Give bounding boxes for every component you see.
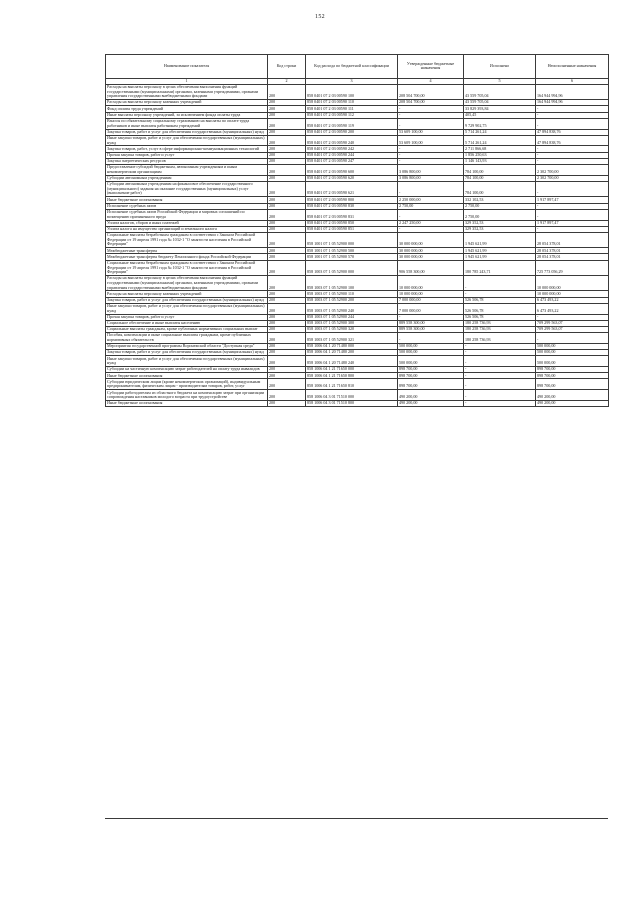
cell-row-code: 200 xyxy=(268,390,306,401)
cell-remaining: - xyxy=(536,209,609,220)
cell-row-code: 200 xyxy=(268,343,306,349)
cell-row-code: 200 xyxy=(268,135,306,146)
cell-approved: 898 700,00 xyxy=(398,367,464,373)
cell-indicator-name: Предоставление субсидий бюджетным, автономным учреждениям и иным некоммерческим организациям xyxy=(106,165,268,176)
cell-approved: 3 086 800,00 xyxy=(398,165,464,176)
cell-row-code: 200 xyxy=(268,303,306,314)
cell-approved: - xyxy=(398,106,464,112)
cell-budget-code: 858 1003 07 1 05 52900 244 xyxy=(306,314,398,320)
cell-remaining: 2 302 700,00 xyxy=(536,175,609,181)
header-row xyxy=(106,55,609,79)
cell-executed: 784 100,00 xyxy=(464,175,536,181)
table-row xyxy=(106,333,609,344)
cell-executed: 33 829 393,84 xyxy=(464,106,536,112)
cell-approved: 30 000 000,00 xyxy=(398,248,464,254)
cell-indicator-name: Закупка товаров, работ, услуг в сфере информационно-коммуникационных технологий xyxy=(106,146,268,152)
cell-budget-code: 858 0401 07 2 03 00590 800 xyxy=(306,197,398,203)
cell-approved: - xyxy=(398,314,464,320)
cell-approved: - xyxy=(398,333,464,344)
cell-approved: 53 609 100,00 xyxy=(398,129,464,135)
cell-approved: 3 086 800,00 xyxy=(398,175,464,181)
cell-budget-code: 858 0401 07 2 03 00590 600 xyxy=(306,165,398,176)
cell-approved: - xyxy=(398,182,464,197)
cell-approved: 208 504 700,00 xyxy=(398,100,464,106)
cell-approved: - xyxy=(398,152,464,158)
cell-indicator-name: Субсидии юридическим лицам (кроме некоммерческих организаций), индивидуальным предпринимателям, физическим лицам - производителям товаров, работ, услуг xyxy=(106,379,268,390)
cell-row-code: 200 xyxy=(268,291,306,297)
cell-row-code: 200 xyxy=(268,333,306,344)
cell-remaining: 500 000,00 xyxy=(536,356,609,367)
cell-remaining: 2 302 700,00 xyxy=(536,165,609,176)
cell-budget-code: 858 0401 07 2 03 00590 100 xyxy=(306,84,398,99)
cell-remaining: - xyxy=(536,203,609,209)
cell-indicator-name: Субсидии работодателям из областного бюджета на компенсацию затрат при организации сопровождения наставников молодого возраста при трудоустройстве xyxy=(106,390,268,401)
header-indicator-name: Наименование показателя xyxy=(106,55,268,79)
cell-budget-code: 858 0401 07 2 03 00590 621 xyxy=(306,182,398,197)
cell-remaining: - xyxy=(536,158,609,164)
cell-budget-code: 858 0401 07 2 03 00590 244 xyxy=(306,152,398,158)
cell-budget-code: 858 1006 04 1 21 71650 800 xyxy=(306,373,398,379)
cell-budget-code: 858 0401 07 2 03 00590 620 xyxy=(306,175,398,181)
table-row xyxy=(106,165,609,176)
budget-execution-table xyxy=(105,54,609,407)
cell-budget-code: 858 1006 04 1 20 71480 000 xyxy=(306,343,398,349)
cell-approved: 2 750,00 xyxy=(398,203,464,209)
cell-remaining: 500 000,00 xyxy=(536,350,609,356)
header-approved: Утвержденные бюджетные назначения xyxy=(398,55,464,79)
cell-approved: 2 247 250,00 xyxy=(398,220,464,226)
cell-indicator-name: Расходы на выплаты персоналу в целях обеспечения выполнения функций государственными (муниципальными) органами, казенными учреждениями, органами управления государственными внебюджетными фондами xyxy=(106,84,268,99)
cell-row-code: 200 xyxy=(268,220,306,226)
cell-remaining: 47 894 838,76 xyxy=(536,129,609,135)
cell-remaining: 28 054 378,01 xyxy=(536,248,609,254)
cell-budget-code: 858 0401 07 2 03 00590 111 xyxy=(306,106,398,112)
cell-row-code: 200 xyxy=(268,165,306,176)
cell-indicator-name: Пособия, компенсации и иные социальные выплаты гражданам, кроме публичных нормативных обязательств xyxy=(106,333,268,344)
cell-indicator-name: Иные выплаты персоналу учреждений, за исключением фонда оплаты труда xyxy=(106,112,268,118)
cell-remaining: 709 299 563,07 xyxy=(536,326,609,332)
cell-row-code: 200 xyxy=(268,118,306,129)
cell-executed: 405,45 xyxy=(464,112,536,118)
cell-approved: - xyxy=(398,158,464,164)
cell-row-code: 200 xyxy=(268,84,306,99)
cell-approved: 53 609 100,00 xyxy=(398,135,464,146)
cell-executed: - xyxy=(464,373,536,379)
cell-row-code: 200 xyxy=(268,248,306,254)
cell-indicator-name: Субсидии автономным учреждениям xyxy=(106,175,268,181)
cell-remaining: - xyxy=(536,226,609,232)
column-number: 3 xyxy=(306,78,398,84)
cell-executed: - xyxy=(464,367,536,373)
table-body xyxy=(106,84,609,406)
cell-executed: - xyxy=(464,276,536,291)
cell-remaining: 164 944 994,96 xyxy=(536,100,609,106)
cell-remaining: 898 700,00 xyxy=(536,367,609,373)
cell-indicator-name: Иные бюджетные ассигнования xyxy=(106,401,268,407)
cell-row-code: 200 xyxy=(268,232,306,247)
cell-indicator-name: Социальные выплаты безработным гражданам в соответствии с Законом Российской Федерации от 19 апреля 1991 года № 1032-1 "О занятости населения в Российской Федерации" xyxy=(106,232,268,247)
table-row xyxy=(106,303,609,314)
cell-executed: 2 750,00 xyxy=(464,209,536,220)
cell-indicator-name: Исполнение судебных актов Российской Федерации и мировых соглашений по возмещению причиненного вреда xyxy=(106,209,268,220)
cell-approved: - xyxy=(398,118,464,129)
table-row xyxy=(106,390,609,401)
cell-row-code: 200 xyxy=(268,326,306,332)
cell-indicator-name: Социальное обеспечение и иные выплаты населению xyxy=(106,320,268,326)
bottom-divider xyxy=(105,818,608,819)
cell-executed: 526 506,78 xyxy=(464,303,536,314)
cell-executed: 43 559 705,04 xyxy=(464,100,536,106)
cell-executed: 329 352,53 xyxy=(464,226,536,232)
cell-executed: 1 945 621,99 xyxy=(464,232,536,247)
cell-remaining: - xyxy=(536,152,609,158)
column-number: 5 xyxy=(464,78,536,84)
table-row xyxy=(106,356,609,367)
column-number: 2 xyxy=(268,78,306,84)
cell-indicator-name: Закупка товаров, работ и услуг для обеспечения государственных (муниципальных) нужд xyxy=(106,297,268,303)
cell-budget-code: 858 1006 04 1 20 71480 240 xyxy=(306,356,398,367)
cell-budget-code: 858 1003 07 1 05 52900 110 xyxy=(306,291,398,297)
cell-row-code: 200 xyxy=(268,209,306,220)
cell-row-code: 200 xyxy=(268,350,306,356)
cell-budget-code: 858 1003 07 1 05 52900 240 xyxy=(306,303,398,314)
table-row xyxy=(106,135,609,146)
table-row xyxy=(106,209,609,220)
cell-executed: 5 714 261,24 xyxy=(464,135,536,146)
cell-approved: 10 000 000,00 xyxy=(398,291,464,297)
cell-indicator-name: Закупка энергетических ресурсов xyxy=(106,158,268,164)
cell-indicator-name: Иные бюджетные ассигнования xyxy=(106,197,268,203)
cell-budget-code: 858 0401 07 2 03 00590 851 xyxy=(306,226,398,232)
cell-remaining: - xyxy=(536,182,609,197)
cell-indicator-name: Уплата налога на имущество организаций и земельного налога xyxy=(106,226,268,232)
cell-budget-code: 858 0401 07 2 03 00590 240 xyxy=(306,135,398,146)
header-remaining: Неисполненные назначения xyxy=(536,55,609,79)
column-number: 4 xyxy=(398,78,464,84)
cell-indicator-name: Расходы на выплаты персоналу казенных учреждений xyxy=(106,291,268,297)
cell-remaining: 1 917 897,47 xyxy=(536,197,609,203)
table-row xyxy=(106,260,609,275)
cell-executed: 2 711 866,68 xyxy=(464,146,536,152)
cell-budget-code: 858 0401 07 2 03 00590 112 xyxy=(306,112,398,118)
cell-row-code: 200 xyxy=(268,297,306,303)
cell-executed: 2 750,00 xyxy=(464,203,536,209)
cell-approved: - xyxy=(398,146,464,152)
cell-remaining: 6 473 493,22 xyxy=(536,297,609,303)
cell-approved: 7 000 000,00 xyxy=(398,297,464,303)
cell-executed: 180 258 736,93 xyxy=(464,320,536,326)
cell-approved: 30 000 000,00 xyxy=(398,254,464,260)
cell-row-code: 200 xyxy=(268,276,306,291)
cell-remaining: 898 700,00 xyxy=(536,373,609,379)
cell-approved: - xyxy=(398,112,464,118)
cell-approved: 500 000,00 xyxy=(398,343,464,349)
cell-executed: - xyxy=(464,379,536,390)
cell-row-code: 200 xyxy=(268,254,306,260)
cell-budget-code: 858 1001 07 1 05 52900 570 xyxy=(306,254,398,260)
cell-budget-code: 858 0401 07 2 03 00590 831 xyxy=(306,209,398,220)
table-row xyxy=(106,84,609,99)
cell-indicator-name: Иные закупки товаров, работ и услуг для обеспечения государственных (муниципальных) нужд xyxy=(106,135,268,146)
cell-budget-code: 858 0401 07 2 03 00590 830 xyxy=(306,203,398,209)
cell-budget-code: 858 1003 07 1 05 52900 200 xyxy=(306,297,398,303)
cell-remaining: 490 200,00 xyxy=(536,390,609,401)
cell-executed: 1 945 621,99 xyxy=(464,254,536,260)
cell-row-code: 200 xyxy=(268,106,306,112)
cell-row-code: 200 xyxy=(268,260,306,275)
cell-row-code: 200 xyxy=(268,129,306,135)
cell-row-code: 200 xyxy=(268,379,306,390)
cell-executed: - xyxy=(464,401,536,407)
table-row xyxy=(106,118,609,129)
cell-row-code: 200 xyxy=(268,146,306,152)
cell-indicator-name: Межбюджетные трансферты xyxy=(106,248,268,254)
cell-indicator-name: Иные закупки товаров, работ и услуг для обеспечения государственных (муниципальных) нужд xyxy=(106,303,268,314)
cell-budget-code: 858 1003 07 1 05 52900 000 xyxy=(306,260,398,275)
cell-row-code: 200 xyxy=(268,112,306,118)
cell-remaining: 725 773 056,29 xyxy=(536,260,609,275)
cell-remaining: 164 944 994,96 xyxy=(536,84,609,99)
cell-budget-code: 858 0401 07 2 03 00590 119 xyxy=(306,118,398,129)
cell-executed: - xyxy=(464,343,536,349)
cell-row-code: 200 xyxy=(268,158,306,164)
cell-approved: 898 700,00 xyxy=(398,373,464,379)
cell-executed: 332 102,53 xyxy=(464,197,536,203)
cell-indicator-name: Закупка товаров, работ и услуг для обеспечения государственных (муниципальных) нужд xyxy=(106,129,268,135)
cell-remaining: 898 700,00 xyxy=(536,379,609,390)
cell-row-code: 200 xyxy=(268,100,306,106)
cell-executed: 43 559 705,04 xyxy=(464,84,536,99)
cell-remaining: - xyxy=(536,106,609,112)
cell-executed: 1 856 250,63 xyxy=(464,152,536,158)
cell-row-code: 200 xyxy=(268,373,306,379)
table-row xyxy=(106,401,609,407)
cell-budget-code: 858 1001 07 1 05 52900 000 xyxy=(306,232,398,247)
cell-indicator-name: Иные бюджетные ассигнования xyxy=(106,373,268,379)
cell-remaining: 6 473 493,22 xyxy=(536,303,609,314)
cell-approved: 500 000,00 xyxy=(398,356,464,367)
cell-approved: 898 700,00 xyxy=(398,379,464,390)
cell-executed: 180 258 736,93 xyxy=(464,326,536,332)
cell-budget-code: 858 1003 07 1 05 52900 100 xyxy=(306,276,398,291)
table-row xyxy=(106,379,609,390)
cell-remaining: 500 000,00 xyxy=(536,343,609,349)
cell-executed: 1 146 143,93 xyxy=(464,158,536,164)
cell-indicator-name: Прочая закупка товаров, работ и услуг xyxy=(106,152,268,158)
budget-execution-table-container xyxy=(105,54,608,407)
cell-remaining: - xyxy=(536,118,609,129)
cell-approved: 10 000 000,00 xyxy=(398,276,464,291)
cell-approved: 490 200,00 xyxy=(398,401,464,407)
cell-indicator-name: Расходы на выплаты персоналу казенных учреждений xyxy=(106,100,268,106)
cell-remaining: - xyxy=(536,146,609,152)
cell-row-code: 200 xyxy=(268,356,306,367)
cell-budget-code: 858 1006 04 1 21 71650 000 xyxy=(306,367,398,373)
cell-indicator-name: Мероприятия государственной программы Воронежской области "Доступная среда" xyxy=(106,343,268,349)
cell-approved: 500 000,00 xyxy=(398,350,464,356)
cell-budget-code: 858 1006 04 1 20 71480 200 xyxy=(306,350,398,356)
cell-executed: 526 506,78 xyxy=(464,314,536,320)
page-number: 152 xyxy=(315,14,325,20)
cell-budget-code: 858 0401 07 2 03 00590 200 xyxy=(306,129,398,135)
table-row xyxy=(106,182,609,197)
cell-remaining: 10 000 000,00 xyxy=(536,276,609,291)
cell-remaining: 47 894 838,76 xyxy=(536,135,609,146)
cell-executed: 784 100,00 xyxy=(464,165,536,176)
cell-budget-code: 858 1003 07 1 05 52900 321 xyxy=(306,333,398,344)
cell-indicator-name: Фонд оплаты труда учреждений xyxy=(106,106,268,112)
cell-budget-code: 858 0401 07 2 03 00590 247 xyxy=(306,158,398,164)
cell-indicator-name: Прочая закупка товаров, работ и услуг xyxy=(106,314,268,320)
cell-approved: - xyxy=(398,226,464,232)
cell-indicator-name: Субсидии автономным учреждениям на финансовое обеспечение государственного (муниципального) задания на оказание государственных (муниципальных) услуг (выполнение работ) xyxy=(106,182,268,197)
cell-budget-code: 858 1006 04 3 01 71510 000 xyxy=(306,390,398,401)
header-budget-code: Код расхода по бюджетной классификации xyxy=(306,55,398,79)
table-row xyxy=(106,276,609,291)
cell-executed: - xyxy=(464,350,536,356)
cell-executed: - xyxy=(464,390,536,401)
header-row-code: Код строки xyxy=(268,55,306,79)
cell-budget-code: 858 1006 04 1 21 71650 810 xyxy=(306,379,398,390)
cell-executed: 180 785 243,71 xyxy=(464,260,536,275)
cell-executed: 180 258 736,93 xyxy=(464,333,536,344)
cell-executed: 1 945 621,99 xyxy=(464,248,536,254)
cell-remaining: - xyxy=(536,333,609,344)
cell-remaining: 10 000 000,00 xyxy=(536,291,609,297)
cell-budget-code: 858 0401 07 2 03 00590 850 xyxy=(306,220,398,226)
cell-budget-code: 858 1003 07 1 05 52900 320 xyxy=(306,326,398,332)
cell-row-code: 200 xyxy=(268,182,306,197)
cell-row-code: 200 xyxy=(268,197,306,203)
cell-indicator-name: Взносы по обязательному социальному страхованию на выплаты по оплате труда работников и иные выплаты работникам учреждений xyxy=(106,118,268,129)
cell-indicator-name: Социальные выплаты гражданам, кроме публичных нормативных социальных выплат xyxy=(106,326,268,332)
cell-row-code: 200 xyxy=(268,314,306,320)
cell-executed: 5 714 261,24 xyxy=(464,129,536,135)
cell-row-code: 200 xyxy=(268,320,306,326)
cell-approved: 208 504 700,00 xyxy=(398,84,464,99)
cell-executed: 526 506,78 xyxy=(464,297,536,303)
cell-indicator-name: Исполнение судебных актов xyxy=(106,203,268,209)
cell-approved: 906 558 300,00 xyxy=(398,260,464,275)
cell-approved: 30 000 000,00 xyxy=(398,232,464,247)
cell-executed: - xyxy=(464,356,536,367)
cell-row-code: 200 xyxy=(268,152,306,158)
cell-indicator-name: Субсидии на частичную компенсацию затрат работодателей на оплату труда инвалидов xyxy=(106,367,268,373)
cell-budget-code: 858 1001 07 1 05 52900 500 xyxy=(306,248,398,254)
cell-remaining: 1 917 897,47 xyxy=(536,220,609,226)
cell-indicator-name: Расходы на выплаты персоналу в целях обеспечения выполнения функций государственными (муниципальными) органами, казенными учреждениями, органами управления государственными внебюджетными фондами xyxy=(106,276,268,291)
cell-row-code: 200 xyxy=(268,401,306,407)
cell-executed: 9 729 902,75 xyxy=(464,118,536,129)
column-number: 6 xyxy=(536,78,609,84)
cell-approved: - xyxy=(398,209,464,220)
cell-budget-code: 858 0401 07 2 03 00590 110 xyxy=(306,100,398,106)
cell-budget-code: 858 1006 04 3 01 71510 800 xyxy=(306,401,398,407)
cell-indicator-name: Иные закупки товаров, работ и услуг для обеспечения государственных (муниципальных) нужд xyxy=(106,356,268,367)
cell-approved: 7 000 000,00 xyxy=(398,303,464,314)
cell-row-code: 200 xyxy=(268,203,306,209)
cell-remaining: 28 054 378,01 xyxy=(536,232,609,247)
cell-remaining: 28 054 378,01 xyxy=(536,254,609,260)
cell-row-code: 200 xyxy=(268,175,306,181)
cell-remaining: - xyxy=(536,314,609,320)
table-row xyxy=(106,232,609,247)
header-executed: Исполнено xyxy=(464,55,536,79)
cell-budget-code: 858 1003 07 1 05 52900 300 xyxy=(306,320,398,326)
cell-indicator-name: Уплата налогов, сборов и иных платежей xyxy=(106,220,268,226)
cell-row-code: 200 xyxy=(268,367,306,373)
cell-budget-code: 858 0401 07 2 03 00590 242 xyxy=(306,146,398,152)
cell-approved: 889 558 300,00 xyxy=(398,326,464,332)
cell-remaining: 490 200,00 xyxy=(536,401,609,407)
cell-indicator-name: Социальные выплаты безработным гражданам в соответствии с Законом Российской Федерации от 19 апреля 1991 года № 1032-1 "О занятости населения в Российской Федерации" xyxy=(106,260,268,275)
column-number: 1 xyxy=(106,78,268,84)
cell-executed: - xyxy=(464,291,536,297)
cell-remaining: - xyxy=(536,112,609,118)
cell-approved: 490 200,00 xyxy=(398,390,464,401)
cell-executed: 329 352,53 xyxy=(464,220,536,226)
cell-approved: 2 250 000,00 xyxy=(398,197,464,203)
cell-indicator-name: Закупка товаров, работ и услуг для обеспечения государственных (муниципальных) нужд xyxy=(106,350,268,356)
cell-executed: 784 100,00 xyxy=(464,182,536,197)
cell-indicator-name: Межбюджетные трансферты бюджету Пенсионного фонда Российской Федерации xyxy=(106,254,268,260)
cell-remaining: 709 299 563,07 xyxy=(536,320,609,326)
cell-row-code: 200 xyxy=(268,226,306,232)
cell-approved: 889 558 300,00 xyxy=(398,320,464,326)
